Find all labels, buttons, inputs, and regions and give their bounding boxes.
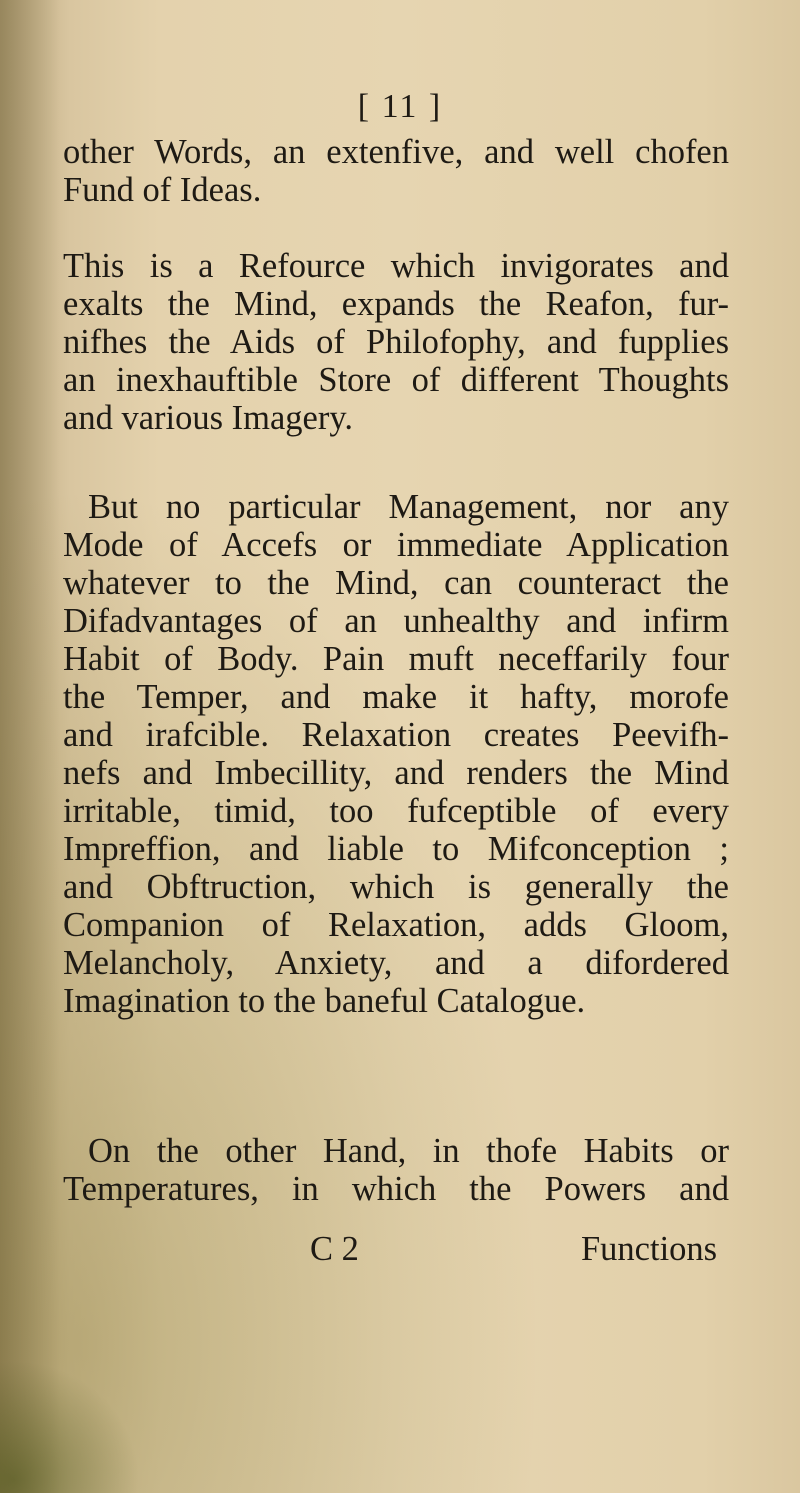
text-line: irritable, timid, too fufceptible of every <box>63 792 729 830</box>
text-line: Imagination to the baneful Catalogue. <box>63 982 586 1020</box>
text-line: On the other Hand, in thofe Habits or <box>88 1132 729 1170</box>
text-line: Melancholy, Anxiety, and a difordered <box>63 944 729 982</box>
text-line: whatever to the Mind, can counteract the <box>63 564 729 602</box>
text-line: But no particular Management, nor any <box>88 488 729 526</box>
text-line: nifhes the Aids of Philofophy, and fupplies <box>63 323 729 361</box>
paragraph-1 <box>63 133 729 209</box>
text-line: and Obftruction, which is generally the <box>63 868 729 906</box>
page-stain <box>0 1360 140 1493</box>
text-line: and various Imagery. <box>63 399 353 437</box>
text-line: an inexhauftible Store of different Thoughts <box>63 361 729 399</box>
text-line: Temperatures, in which the Powers and <box>63 1170 729 1208</box>
page-number-header: [ 11 ] <box>357 88 443 125</box>
spine-shadow <box>0 0 60 1493</box>
signature-mark: C 2 <box>310 1230 359 1268</box>
text-line: Fund of Ideas. <box>63 171 262 209</box>
text-line: exalts the Mind, expands the Reafon, fur- <box>63 285 729 323</box>
text-line: the Temper, and make it hafty, morofe <box>63 678 729 716</box>
text-line: Difadvantages of an unhealthy and infirm <box>63 602 729 640</box>
text-line: nefs and Imbecillity, and renders the Mind <box>63 754 729 792</box>
text-line: Impreffion, and liable to Mifconception ; <box>63 830 729 868</box>
paragraph-4 <box>63 1132 729 1208</box>
paragraph-2 <box>63 247 729 437</box>
text-line: Companion of Relaxation, adds Gloom, <box>63 906 729 944</box>
text-line: other Words, an extenfive, and well chofen <box>63 133 729 171</box>
paragraph-3 <box>63 488 729 1020</box>
text-line: Mode of Accefs or immediate Application <box>63 526 729 564</box>
text-line: This is a Refource which invigorates and <box>63 247 729 285</box>
text-line: and irafcible. Relaxation creates Peevifh- <box>63 716 729 754</box>
catchword: Functions <box>581 1230 718 1268</box>
text-line: Habit of Body. Pain muft neceffarily four <box>63 640 729 678</box>
